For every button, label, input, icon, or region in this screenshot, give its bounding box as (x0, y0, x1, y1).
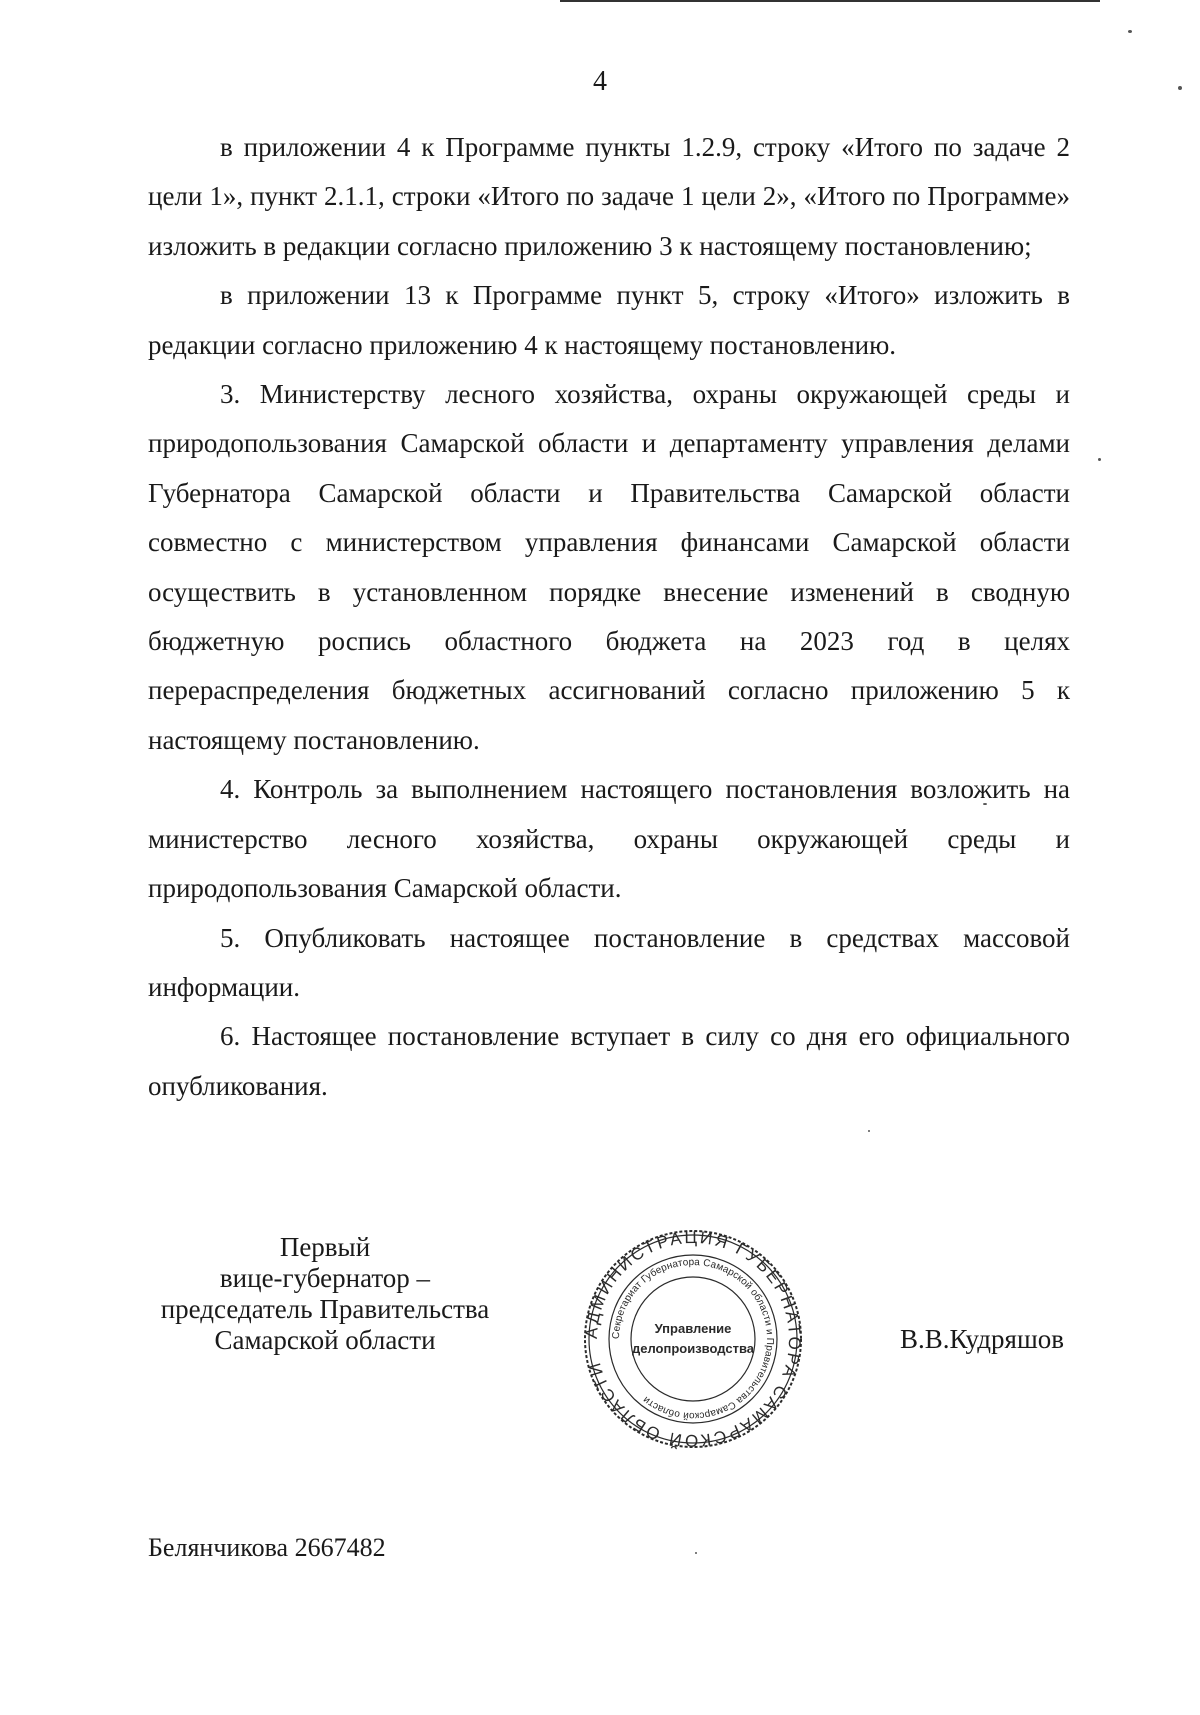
signatory-name: В.В.Кудряшов (900, 1324, 1064, 1354)
signatory-title (130, 1232, 520, 1356)
page-number: 4 (593, 66, 607, 97)
svg-text:Секретариат Губернатора Самарс (611, 1257, 775, 1421)
paragraph-appendix-4: в приложении 4 к Программе пункты 1.2.9, строку «Итого по задаче 2 цели 1», пункт 2.1.1, строки «Итого по задаче 1 цели 2», «Итого по Программе» изложить в редакции согласно приложению 3 к настоящему постановлению; (148, 132, 1070, 261)
scan-speck (695, 1552, 697, 1554)
paragraph-item-6: 6. Настоящее постановление вступает в силу со дня его официального опубликования. (148, 1021, 1070, 1101)
seal-middle-text: Секретариат Губернатора Самарской области и Правительства Самарской области (610, 1256, 776, 1422)
paragraph-item-4: 4. Контроль за выполнением настоящего постановления возложить на министерство лесного хозяйства, охраны окружающей среды и природопользования Самарской области. (148, 774, 1070, 904)
paragraph-appendix-13: в приложении 13 к Программе пункт 5, строку «Итого» изложить в редакции согласно приложению 4 к настоящему постановлению. (148, 280, 1070, 360)
scan-speck (1128, 30, 1132, 33)
signatory-title-line: вице-губернатор – (219, 1263, 431, 1293)
signatory-title-line: Первый (279, 1232, 371, 1262)
paragraph-item-5: 5. Опубликовать настоящее постановление в средствах массовой информации. (148, 922, 1070, 1002)
signatory-title-line: Самарской области (214, 1325, 436, 1355)
scan-top-edge-line (560, 0, 1100, 2)
seal-center-line: Управление (654, 1321, 732, 1336)
signatory-title-line: председатель Правительства (160, 1294, 490, 1324)
document-body (148, 123, 1070, 1111)
executor-contact: Белянчикова 2667482 (148, 1533, 386, 1562)
seal-center-line: делопроизводства (631, 1341, 755, 1356)
scan-speck (868, 1130, 870, 1132)
scan-speck (1098, 458, 1101, 461)
official-seal-stamp (582, 1228, 804, 1450)
paragraph-item-3: 3. Министерству лесного хозяйства, охраны окружающей среды и природопользования Самарской области и департаменту управления делами Губернатора Самарской области и Правительства Самарской области совместно с министерством управления финансами Самарской области осуществить в установленном порядке внесение изменений в сводную бюджетную роспись областного бюджета на 2023 год в целях перераспределения бюджетных ассигнований согласно приложению 5 к настоящему постановлению. (148, 379, 1070, 755)
seal-outer-text: АДМИНИСТРАЦИЯ ГУБЕРНАТОРА САМАРСКОЙ ОБЛАСТИ (582, 1228, 804, 1450)
